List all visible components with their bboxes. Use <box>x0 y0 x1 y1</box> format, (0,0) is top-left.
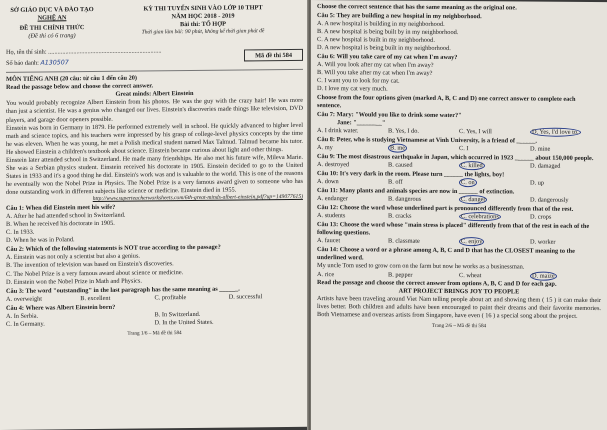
question-6 <box>317 53 601 95</box>
reading-instruction: Read the passage below and choose the correct answer. <box>6 82 154 92</box>
complete-instruction: Choose from the four options given (marked A, B, C and D) one correct answer to complete each sentence. <box>317 93 576 109</box>
header-right <box>103 4 303 40</box>
option-c-circled: C. enjoy <box>461 238 483 246</box>
option-c-circled: C. celebrations <box>461 213 499 221</box>
option-b: B. dangerous <box>388 195 422 203</box>
candidate-info <box>6 47 162 68</box>
option-d: D. dangerously <box>530 196 569 204</box>
option-c: C. I want you to look for my cat. <box>317 77 400 86</box>
cloze-passage: Artists have been traveling around Viet Nam telling people about art and showing them ( 15 ) it can make their lives better. Both children and adults have been encouraged to paint their dreams and their favorite memories. Both Vietnamese and overseas artists from Singapore, have even ( 16 ) a special song about the project. <box>317 294 601 320</box>
option-b: B. Will you take after my cat when I'm away? <box>317 69 433 78</box>
option-a: A. rice <box>317 270 335 278</box>
question-1 <box>6 202 303 245</box>
option-d: D. crops <box>530 213 552 221</box>
question-stem: Câu 13: Choose the word whose "main stress is placed" differently from that of the rest in each of the following questions. <box>317 221 590 237</box>
question-2 <box>6 243 303 286</box>
passage-paragraph-1: You would probably recognize Albert Einstein from his photos. He was the guy with the crazy hair! He was more than just a scientist. He was a genius who changed our lives. Einstein's discoveries made things like television, DVD players, and garage door openers possible. <box>6 97 303 124</box>
department-name: SỞ GIÁO DỤC VÀ ĐÀO TẠO <box>10 6 94 14</box>
question-stem: Câu 9: The most disastrous earthquake in Japan, which occurred in 1923 ______ about 150,000 people. <box>317 152 594 162</box>
option-a: A. I drink water. <box>317 126 359 135</box>
option-b: B. In Switzerland. <box>154 310 201 319</box>
option-b: B. off <box>388 178 403 186</box>
option-b: B. The invention of television was based on Einstein's discoveries. <box>6 260 174 270</box>
cloze-instruction: Read the passage and choose the correct answer from options A, B, C and D for each gap. <box>317 278 557 288</box>
section-title: MÔN TIẾNG ANH (20 câu: từ câu 1 đến câu 20) <box>6 74 138 84</box>
question-9 <box>317 153 601 171</box>
option-c: C. Yes, I will <box>459 127 492 135</box>
question-12 <box>317 204 601 222</box>
option-a: A. faucet <box>317 237 341 245</box>
question-7 <box>317 111 601 137</box>
question-14 <box>317 246 601 280</box>
question-stem: Câu 4: Where was Albert Einstein born? <box>6 303 116 312</box>
exam-title: KỲ THI TUYỂN SINH VÀO LỚP 10 THPT <box>143 4 263 13</box>
question-stem: Câu 14: Choose a word or a phrase among A, B, C and D that has the CLOSEST meaning to the underlined word. <box>317 246 575 262</box>
question-10 <box>317 170 601 188</box>
option-a: A. students <box>317 212 346 220</box>
passage-title: Great minds: Albert Einstein <box>115 90 194 99</box>
option-a: A. overweight <box>6 295 43 303</box>
candidate-id-label: Số báo danh: <box>6 59 39 68</box>
option-c-circled: C. on <box>461 179 475 187</box>
option-a: A. Will you look after my cat when I'm away? <box>317 61 434 70</box>
option-b: B. excellent <box>80 294 111 302</box>
page-footer: Trang 2/6 – Mã đề thi 584 <box>431 322 487 330</box>
passage-paragraph-3: Einstein later attended school in Switzerland. He made many friendships. He also met his future wife, Mileva Marie. She was a Serbian physics student. Einstein received his doctorate in 1905. Einstein decided to go to the United States in 1933 and it's a good thing he did. Einstein's work was and is valuable to the world. This is one of the reasons he eventually won the Nobel Prize in Physics. The Nobel Prize is a very famous award given to someone who has done outstanding work in different subjects like science or medicine. Einstein died in 1955. <box>6 153 304 196</box>
option-b: B. A new hospital is being built by in my neighborhood. <box>317 28 459 37</box>
question-stem: Câu 8: Peter, who is studying Vietnamese at Vinh University, is a friend of ______. <box>317 135 537 145</box>
option-d: D. I love my cat very much. <box>317 85 388 94</box>
option-b-circled: B. me <box>390 144 406 152</box>
question-stem: Câu 1: When did Einstein meet his wife? <box>6 203 116 213</box>
candidate-name-label: Họ, tên thí sinh: ........................................................................ <box>6 47 162 57</box>
question-13 <box>317 221 601 247</box>
passage-paragraph-2: Einstein was born in Germany in 1879. He performed extremely well in school. He quickly advanced to higher level math and science topics, and his teachers were impressed by his grasp of college-level physics concepts by the time he was eleven. When he was young, he met a Polish medical student named Max Talmud. Talmud became his tutor. He showed Einstein a children's textbook about science. Einstein became curious about light and other things. <box>6 121 303 156</box>
option-a: A. Einstein was not only a scientist but also a genius. <box>6 252 140 262</box>
question-4 <box>6 302 303 329</box>
official-exam-label: ĐỀ THI CHÍNH THỨC <box>19 24 85 32</box>
exam-subject: Bài thi: TỔ HỢP <box>180 20 226 29</box>
candidate-id-value: A130507 <box>40 59 69 67</box>
exam-page-2 <box>311 0 607 430</box>
option-c: C. In 1933. <box>6 228 35 237</box>
option-c: C. A new hospital is built in my neighborhood. <box>317 36 435 45</box>
passage-title: ART PROJECT BRINGS JOY TO PEOPLE <box>398 287 520 296</box>
option-a: A. After he had attended school in Switzerland. <box>6 211 126 221</box>
page-footer: Trang 1/6 – Mã đề thi 584 <box>127 329 182 337</box>
option-d: D. A new hospital is being built in my neighborhood. <box>317 44 451 53</box>
time-limit: Thời gian làm bài: 90 phút, không kể thời gian phát đề <box>141 28 265 36</box>
option-a: A. destroyed <box>317 160 350 169</box>
exam-header <box>6 4 303 41</box>
candidate-fields <box>6 46 303 68</box>
rewrite-instruction: Choose the correct sentence that has the same meaning as the original one. <box>317 3 517 12</box>
question-3 <box>6 284 303 303</box>
question-stem: Câu 12: Choose the word whose underlined part is pronounced differently from that of the rest. <box>317 204 574 213</box>
option-b: B. pepper <box>388 271 413 279</box>
option-c: C. In Germany. <box>6 320 45 328</box>
option-a: A. A new hospital is building in my neighborhood. <box>317 20 445 29</box>
page-count-note: (Đề thi có 6 trang) <box>28 32 76 40</box>
question-sentence: My uncle Tom used to grow corn on the farm but now he works as a businessman. <box>317 262 525 271</box>
option-b: B. cracks <box>388 212 412 220</box>
question-5 <box>317 12 601 54</box>
question-stem: Câu 5: They are building a new hospital in my neighborhood. <box>317 12 482 21</box>
passage-source: http://www.superteacherworksheets.com/6th-great-minds-albert-einstein.pdf?up=149077615) <box>92 193 303 203</box>
option-a: A. endanger <box>317 195 348 203</box>
option-b: B. caused <box>388 161 413 169</box>
exam-code-box: Mã đề thi 584 <box>244 49 303 62</box>
option-d: D. mine <box>530 145 551 153</box>
question-stem: Câu 3: The word "outstanding" in the last paragraph has the same meaning as ______. <box>6 285 240 295</box>
candidate-id-row <box>6 59 162 69</box>
option-d: D. successful <box>228 292 263 301</box>
option-d: D. worker <box>530 238 556 247</box>
option-b: B. When he received his doctorate in 1905. <box>6 220 115 229</box>
option-d: D. When he was in Poland. <box>6 236 75 245</box>
question-stem: Câu 2: Which of the following statements is NOT true according to the passage? <box>6 244 221 254</box>
option-c-circled: C. killed <box>461 161 483 170</box>
option-c: C. The Nobel Prize is a very famous award about science or medicine. <box>6 268 184 278</box>
question-stem: Câu 10: It's very dark in the room. Please turn ______ the lights, boy! <box>317 169 505 179</box>
option-c: C. profitable <box>154 293 187 302</box>
option-c: C. wheat <box>459 271 482 279</box>
option-b: B. Yes, I do. <box>388 127 419 135</box>
option-b: B. classmate <box>388 237 420 246</box>
option-d: D. up <box>530 179 544 187</box>
question-stem: Câu 7: Mary: "Would you like to drink some water?" <box>317 110 462 119</box>
province-name: NGHỆ AN <box>37 14 67 22</box>
option-a: A. In Serbia. <box>6 312 39 320</box>
option-d-circled: D. maize <box>532 272 555 280</box>
option-d-circled: D. Yes, I'd love to. <box>532 128 579 136</box>
header-left <box>6 6 98 41</box>
option-c: C. I <box>459 144 469 152</box>
question-8 <box>317 136 601 154</box>
question-stem: Câu 6: Will you take care of my cat when I'm away? <box>317 53 458 62</box>
option-c-circled: C. danger <box>461 196 486 204</box>
option-a: A. down <box>317 178 339 186</box>
option-d: D. damaged <box>530 162 561 170</box>
option-a: A. my <box>317 143 333 151</box>
option-d: D. In the United States. <box>154 318 214 327</box>
dialogue-reply: Jane: "________" <box>337 118 386 127</box>
question-11 <box>317 187 601 205</box>
school-year: NĂM HỌC 2018 - 2019 <box>171 12 235 21</box>
question-stem: Câu 11: Many plants and animals species are now in ______ of extinction. <box>317 187 515 196</box>
option-d: D. Einstein won the Nobel Prize in Math and Physics. <box>6 277 142 286</box>
